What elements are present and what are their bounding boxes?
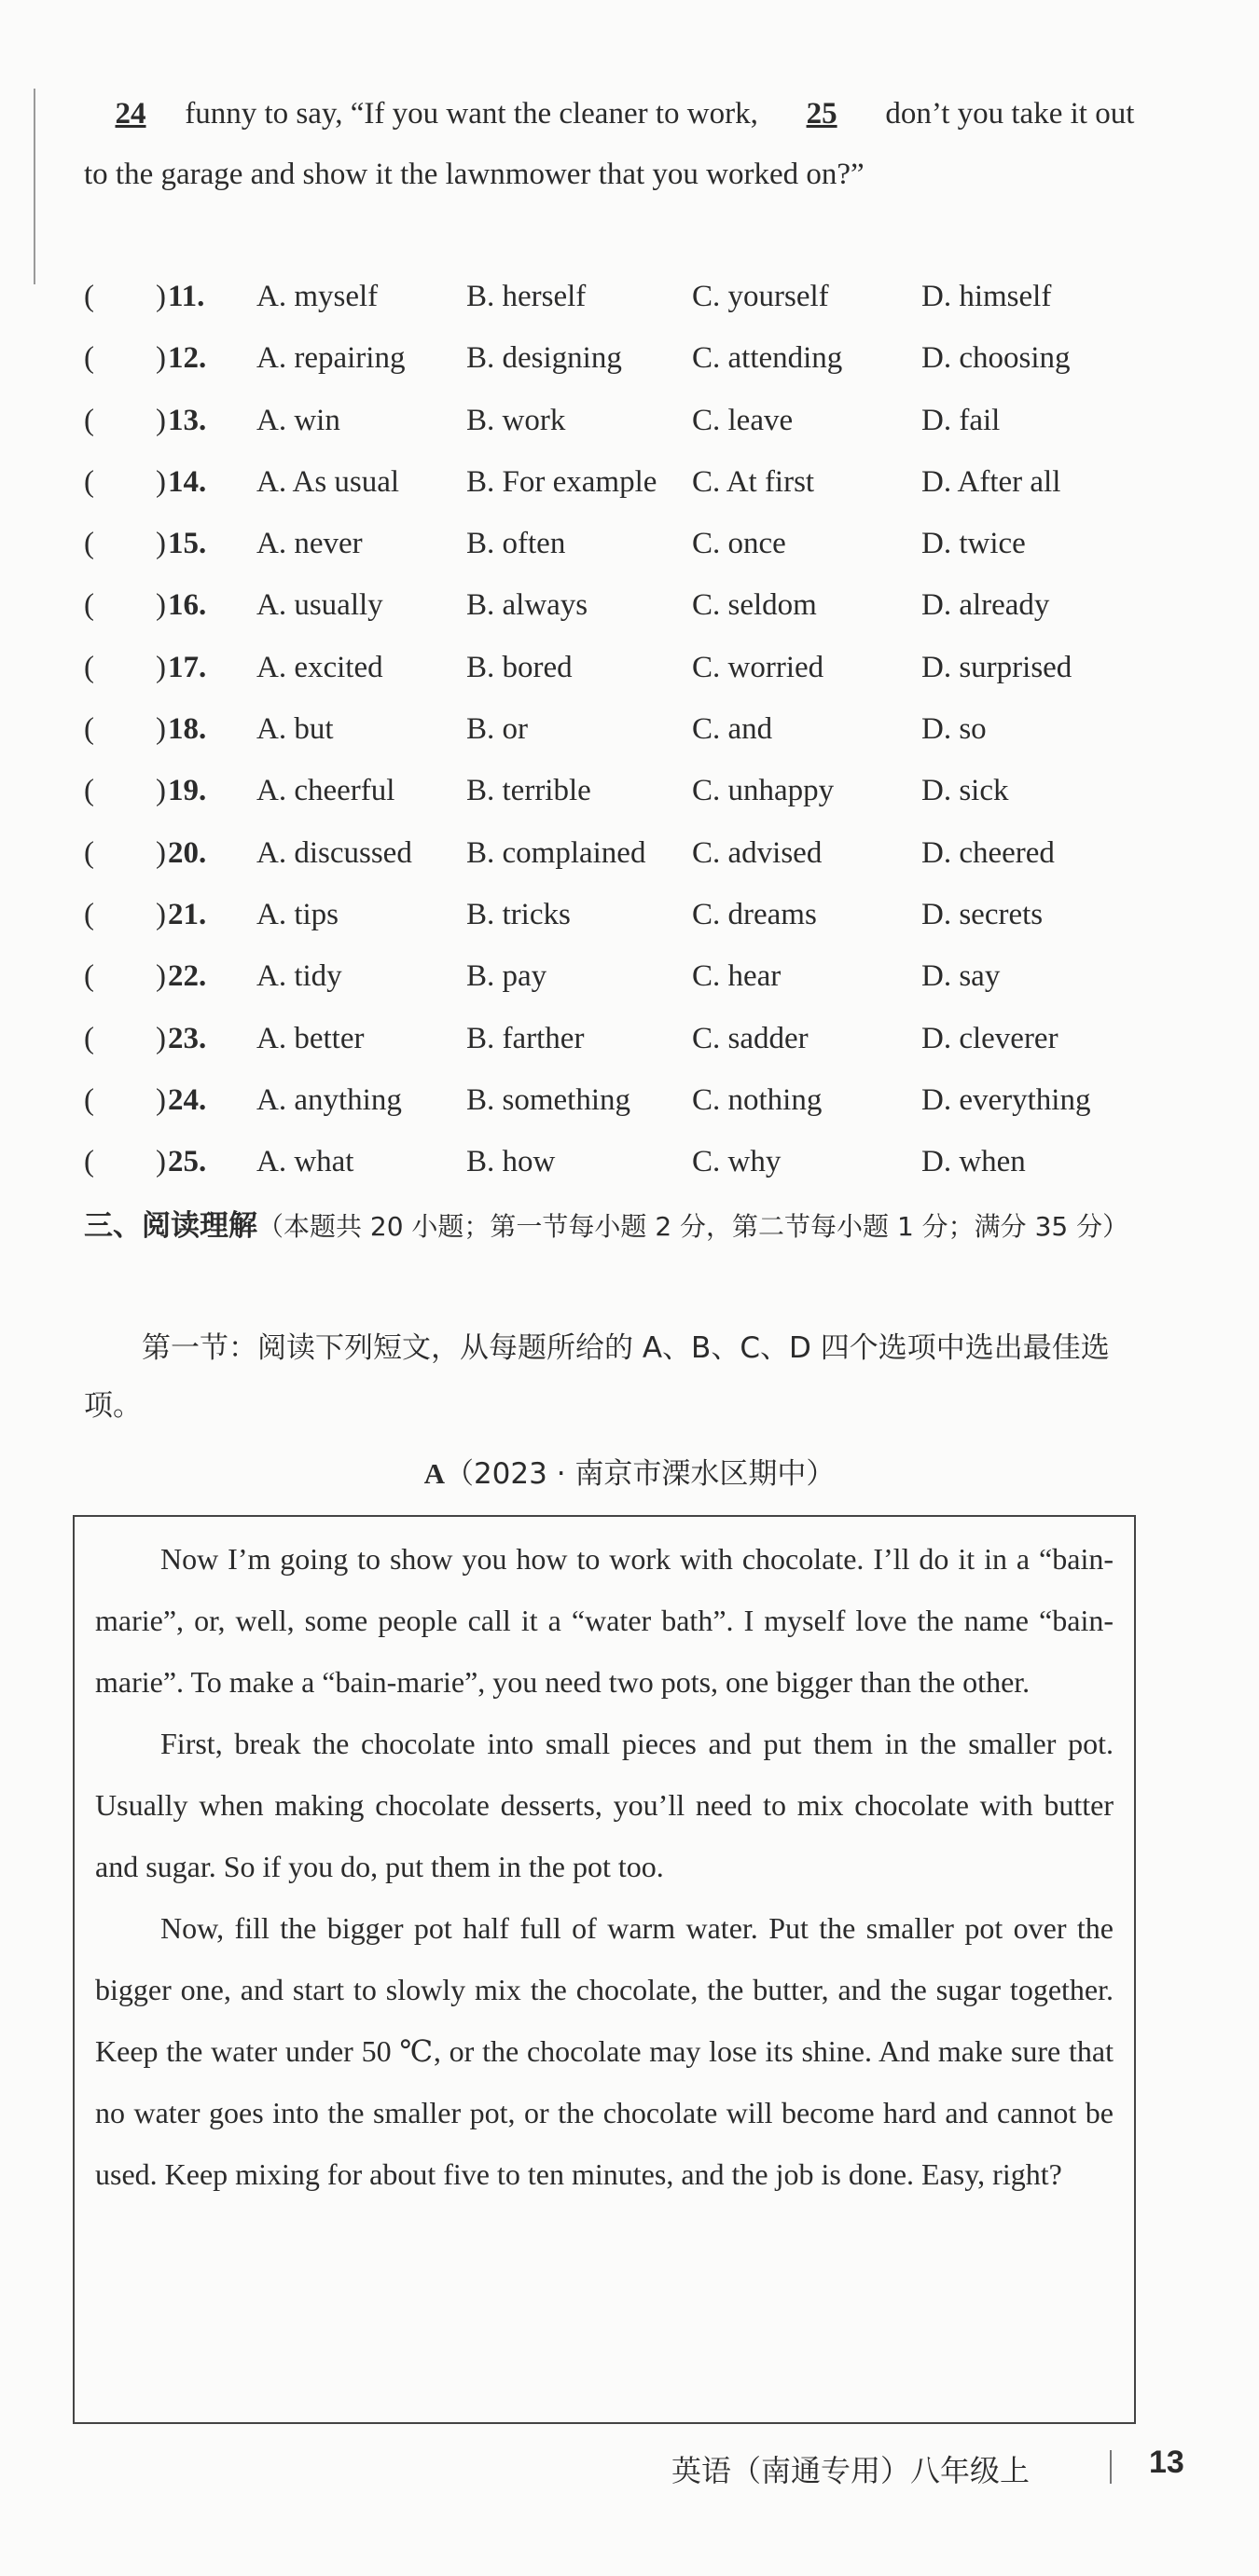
reading-passage-box [73, 1515, 1136, 2424]
option-b[interactable]: B. herself [466, 280, 587, 313]
option-b[interactable]: B. always [466, 588, 588, 623]
question-number: 11. [168, 280, 205, 313]
option-b[interactable]: B. or [466, 712, 528, 747]
option-d[interactable]: D. After all [921, 464, 1061, 499]
footer-book-title [671, 2447, 1030, 2490]
passage-paragraph-2: First, break the chocolate into small pieces and put them in the smaller pot. Usually when making chocolate desserts, you’ll need to mix chocolate with butter and sugar. So if you do, put them in the pot too. [95, 1727, 1114, 1883]
answer-bracket[interactable]: ( ) [84, 835, 166, 870]
answer-bracket[interactable]: ( ) [84, 280, 166, 313]
passage-source: （2023 · 南京市溧水区期中） [444, 1457, 836, 1491]
question-row [84, 1131, 1203, 1192]
cloze-passage-end [84, 84, 1156, 205]
option-b[interactable]: B. tricks [466, 897, 571, 931]
section-instruction: 第一节：阅读下列短文，从每题所给的 A、B、C、D 四个选项中选出最佳选项。 [84, 1331, 1110, 1423]
question-row [84, 945, 1203, 1007]
option-c[interactable]: C. unhappy [692, 774, 835, 808]
question-row [84, 1069, 1203, 1131]
option-b[interactable]: B. often [466, 527, 566, 561]
option-a[interactable]: A. better [256, 1021, 365, 1055]
question-number: 19. [168, 774, 207, 808]
option-b[interactable]: B. bored [466, 650, 573, 684]
option-c[interactable]: C. once [692, 527, 786, 561]
answer-bracket[interactable]: ( ) [84, 588, 166, 623]
option-d[interactable]: D. cheered [921, 835, 1055, 870]
footer-divider [1110, 2450, 1112, 2484]
option-a[interactable]: A. As usual [256, 464, 400, 499]
margin-rule [34, 89, 35, 284]
option-c[interactable]: C. why [692, 1145, 782, 1179]
option-d[interactable]: D. everything [921, 1082, 1091, 1117]
option-d[interactable]: D. so [921, 712, 987, 747]
question-row [84, 574, 1203, 636]
option-a[interactable]: A. never [256, 527, 363, 561]
option-d[interactable]: D. twice [921, 527, 1026, 561]
option-a[interactable]: A. usually [256, 588, 383, 623]
option-a[interactable]: A. discussed [256, 835, 412, 870]
answer-bracket[interactable]: ( ) [84, 341, 166, 376]
options-list [84, 266, 1203, 1192]
blank-24: 24 [115, 97, 146, 131]
blank-25: 25 [806, 97, 837, 131]
option-b[interactable]: B. farther [466, 1021, 585, 1055]
option-c[interactable]: C. leave [692, 403, 794, 437]
option-b[interactable]: B. designing [466, 341, 622, 376]
option-c[interactable]: C. sadder [692, 1021, 809, 1055]
option-c[interactable]: C. hear [692, 959, 782, 994]
cloze-text-2: don’t you take it out to the garage and show it the lawnmower that you worked on?” [84, 97, 1135, 191]
answer-bracket[interactable]: ( ) [84, 1021, 166, 1055]
option-c[interactable]: C. worried [692, 650, 824, 684]
question-number: 13. [168, 403, 207, 437]
cloze-text-1: funny to say, “If you want the cleaner to work, [177, 97, 767, 131]
option-b[interactable]: B. how [466, 1145, 556, 1179]
option-a[interactable]: A. repairing [256, 341, 406, 376]
answer-bracket[interactable]: ( ) [84, 774, 166, 808]
passage-paragraph-3: Now, fill the bigger pot half full of warm water. Put the smaller pot over the bigger one, and start to slowly mix the chocolate, the butter, and the sugar together. Keep the water under 50 ℃, or the chocolate may lose its shine. And make sure that no water goes into the smaller pot, or the chocolate will become hard and cannot be used. Keep mixing for about five to ten minutes, and the job is done. Easy, right? [95, 1911, 1114, 2191]
question-row [84, 327, 1203, 389]
option-a[interactable]: A. win [256, 403, 340, 437]
question-number: 23. [168, 1021, 207, 1055]
section-heading [84, 1198, 1147, 1255]
option-b[interactable]: B. complained [466, 835, 646, 870]
option-d[interactable]: D. when [921, 1145, 1026, 1179]
option-a[interactable]: A. what [256, 1145, 354, 1179]
option-d[interactable]: D. himself [921, 280, 1052, 313]
page-number: 13 [1149, 2445, 1184, 2480]
option-d[interactable]: D. surprised [921, 650, 1072, 684]
question-number: 21. [168, 897, 207, 931]
option-b[interactable]: B. For example [466, 464, 657, 499]
question-number: 24. [168, 1082, 207, 1117]
question-row [84, 513, 1203, 574]
option-d[interactable]: D. choosing [921, 341, 1071, 376]
question-row [84, 698, 1203, 760]
question-number: 14. [168, 464, 207, 499]
section-title: 三、阅读理解 [84, 1209, 257, 1243]
passage-paragraph-1: Now I’m going to show you how to work with chocolate. I’ll do it in a “bain-marie”, or, well, some people call it a “water bath”. I myself love the name “bain-marie”. To make a “bain-marie”, you need two pots, one bigger than the other. [95, 1542, 1114, 1699]
answer-bracket[interactable]: ( ) [84, 959, 166, 994]
option-d[interactable]: D. sick [921, 774, 1009, 808]
question-number: 20. [168, 835, 207, 870]
question-number: 15. [168, 527, 207, 561]
option-d[interactable]: D. secrets [921, 897, 1044, 931]
question-row [84, 760, 1203, 821]
question-number: 22. [168, 959, 207, 994]
passage-label: A [423, 1457, 445, 1490]
option-c[interactable]: C. nothing [692, 1082, 823, 1117]
option-b[interactable]: B. pay [466, 959, 547, 994]
option-d[interactable]: D. already [921, 588, 1050, 623]
option-c[interactable]: C. dreams [692, 897, 817, 931]
section-note: （本题共 20 小题；第一节每小题 2 分，第二节每小题 1 分；满分 35 分） [257, 1211, 1129, 1242]
question-number: 12. [168, 341, 207, 376]
option-c[interactable]: C. attending [692, 341, 843, 376]
question-row [84, 637, 1203, 698]
answer-bracket[interactable]: ( ) [84, 712, 166, 747]
option-a[interactable]: A. myself [256, 280, 379, 313]
book-title: 英语（南通专用）八年级上 [671, 2453, 1031, 2488]
answer-bracket[interactable]: ( ) [84, 527, 166, 561]
question-row [84, 884, 1203, 945]
question-number: 17. [168, 650, 207, 684]
question-row [84, 390, 1203, 451]
answer-bracket[interactable]: ( ) [84, 650, 166, 684]
option-b[interactable]: B. work [466, 403, 566, 437]
option-a[interactable]: A. but [256, 712, 334, 747]
answer-bracket[interactable]: ( ) [84, 464, 166, 499]
question-number: 18. [168, 712, 207, 747]
question-number: 25. [168, 1145, 207, 1179]
option-a[interactable]: A. excited [256, 650, 383, 684]
answer-bracket[interactable]: ( ) [84, 1082, 166, 1117]
option-a[interactable]: A. tidy [256, 959, 342, 994]
answer-bracket[interactable]: ( ) [84, 897, 166, 931]
option-b[interactable]: B. terrible [466, 774, 591, 808]
option-a[interactable]: A. anything [256, 1082, 402, 1117]
answer-bracket[interactable]: ( ) [84, 1145, 166, 1179]
answer-bracket[interactable]: ( ) [84, 403, 166, 437]
question-row [84, 822, 1203, 884]
option-d[interactable]: D. fail [921, 403, 1001, 437]
option-c[interactable]: C. advised [692, 835, 823, 870]
question-number: 16. [168, 588, 207, 623]
passage-title [0, 1450, 1259, 1492]
option-c[interactable]: C. and [692, 712, 773, 747]
option-d[interactable]: D. cleverer [921, 1021, 1058, 1055]
question-row [84, 451, 1203, 513]
option-a[interactable]: A. cheerful [256, 774, 395, 808]
option-d[interactable]: D. say [921, 959, 1001, 994]
option-c[interactable]: C. At first [692, 464, 815, 499]
question-row [84, 266, 1203, 327]
option-c[interactable]: C. seldom [692, 588, 817, 623]
option-a[interactable]: A. tips [256, 897, 339, 931]
question-row [84, 1008, 1203, 1069]
option-c[interactable]: C. yourself [692, 280, 829, 313]
option-b[interactable]: B. something [466, 1082, 631, 1117]
